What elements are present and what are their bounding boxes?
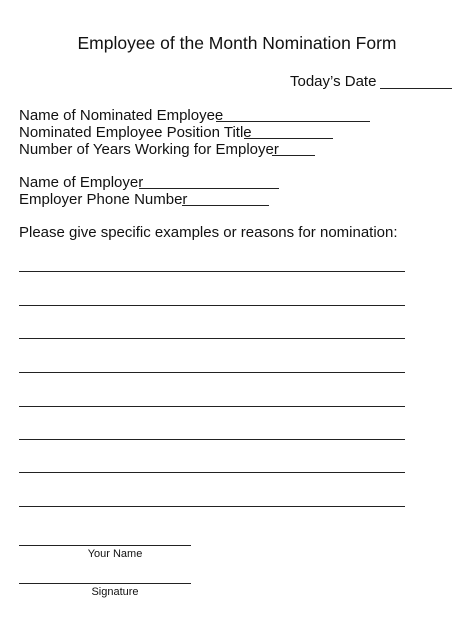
todays-date-field[interactable] [380,88,452,89]
position-title-field[interactable] [244,138,333,139]
employer-name-label: Name of Employer [19,174,144,191]
nomination-answer-line[interactable] [19,305,405,306]
nomination-answer-line[interactable] [19,372,405,373]
years-working-field[interactable] [272,155,315,156]
signature-field[interactable] [19,583,191,584]
nomination-answer-line[interactable] [19,506,405,507]
nomination-answer-line[interactable] [19,439,405,440]
nomination-answer-line[interactable] [19,406,405,407]
signature-label: Signature [91,586,139,598]
years-working-label: Number of Years Working for Employer [19,141,279,158]
employer-phone-field[interactable] [182,205,269,206]
nomination-answer-line[interactable] [19,338,405,339]
your-name-label: Your Name [87,548,143,560]
form-title: Employee of the Month Nomination Form [77,33,397,53]
todays-date-label: Today’s Date [290,73,377,90]
nomination-answer-line[interactable] [19,472,405,473]
employer-name-field[interactable] [139,188,279,189]
nomination-prompt: Please give specific examples or reasons for nomination: [19,224,398,241]
nomination-answer-line[interactable] [19,271,405,272]
nominated-employee-name-field[interactable] [216,121,370,122]
nominated-employee-name-label: Name of Nominated Employee [19,107,224,124]
your-name-field[interactable] [19,545,191,546]
position-title-label: Nominated Employee Position Title [19,124,252,141]
employer-phone-label: Employer Phone Number [19,191,188,208]
